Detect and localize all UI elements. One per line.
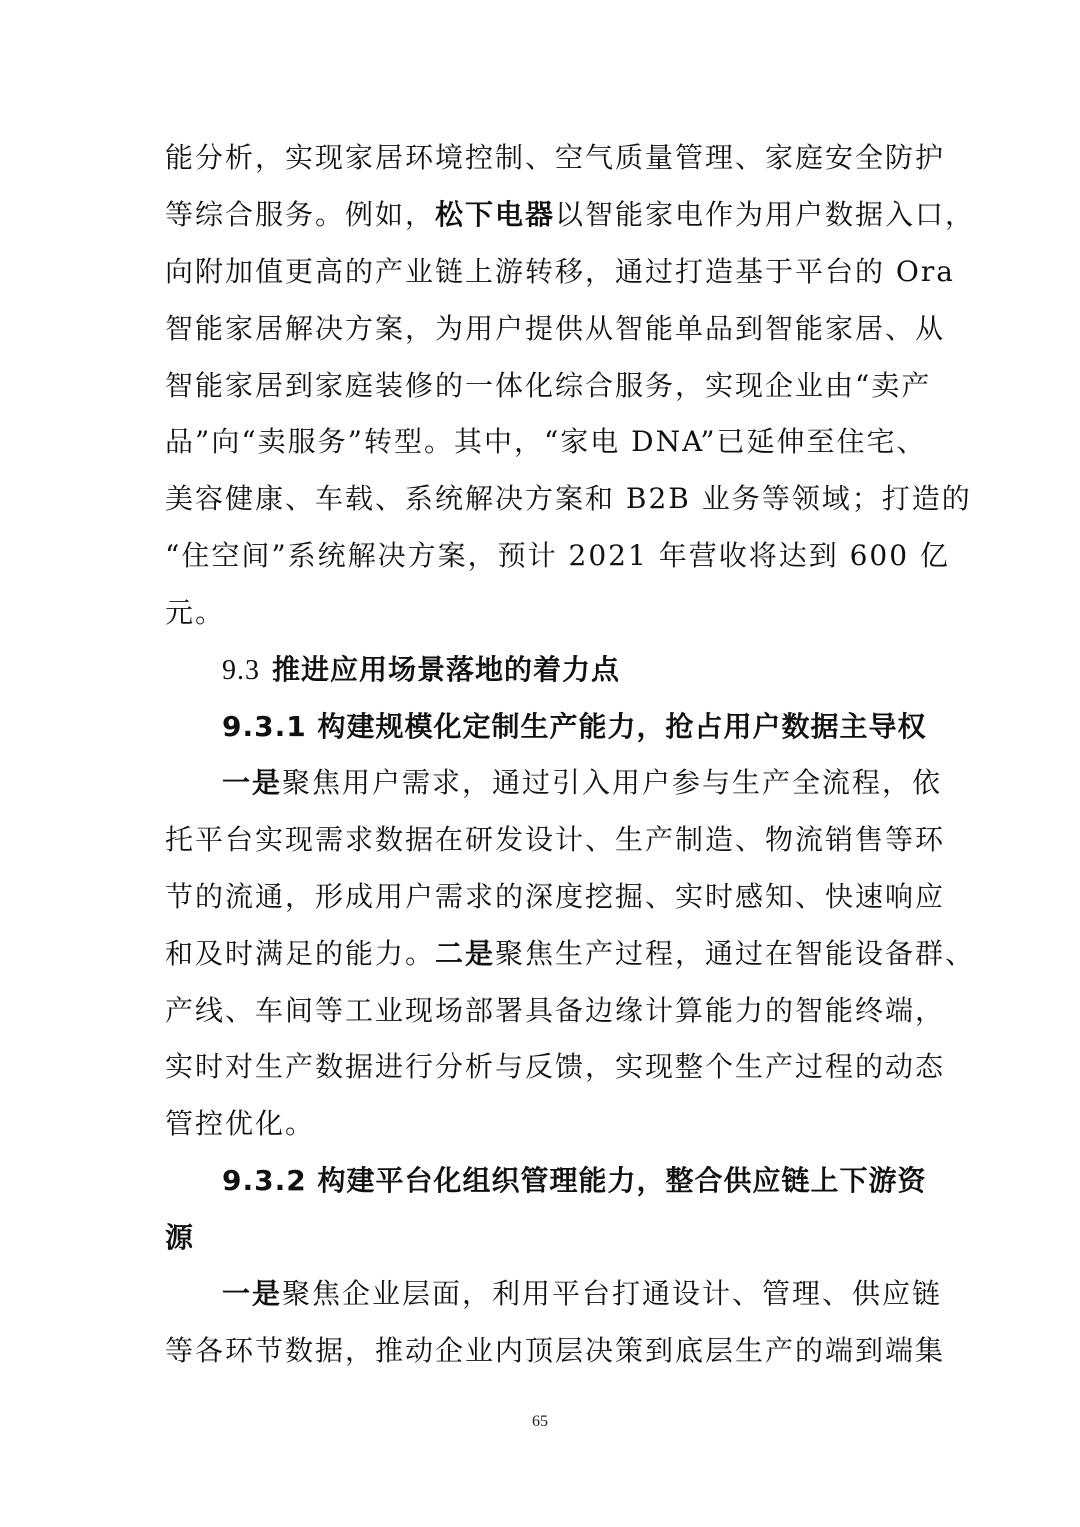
paragraph-line: 产线、车间等工业现场部署具备边缘计算能力的智能终端， [165,994,946,1027]
text-segment: 聚焦用户需求，通过引入用户参与生产全流程，依 [282,766,943,799]
enumeration-bold: 二是 [435,937,496,970]
paragraph-line: 管控优化。 [165,1107,316,1140]
paragraph-line: 托平台实现需求数据在研发设计、生产制造、物流销售等环 [165,823,946,856]
paragraph-line: 实时对生产数据进行分析与反馈，实现整个生产过程的动态 [165,1050,946,1083]
paragraph-line [222,755,943,811]
paragraph-line: “住空间”系统解决方案，预计 2021 年营收将达到 600 亿 [165,539,950,572]
text-segment: 聚焦企业层面，利用平台打通设计、管理、供应链 [282,1277,943,1310]
text-segment: 等综合服务。例如， [165,198,436,231]
company-name-bold: 松下电器 [435,198,556,231]
enumeration-bold: 一是 [222,1277,283,1310]
enumeration-bold: 一是 [222,766,283,799]
paragraph-line [165,926,976,982]
section-heading-9-3-2: 9.3.2 构建平台化组织管理能力，整合供应链上下游资 [222,1164,927,1197]
paragraph-line: 品”向“卖服务”转型。其中，“家电 DNA”已延伸至住宅、 [165,425,927,458]
section-heading-9-3-2-continued: 源 [165,1221,196,1254]
paragraph-line: 节的流通，形成用户需求的深度挖掘、实时感知、快速响应 [165,880,946,913]
section-heading-9-3-1: 9.3.1 构建规模化定制生产能力，抢占用户数据主导权 [222,710,927,743]
paragraph-line: 等各环节数据，推动企业内顶层决策到底层生产的端到端集 [165,1334,946,1367]
text-segment: 和及时满足的能力。 [165,937,436,970]
paragraph-line: 向附加值更高的产业链上游转移，通过打造基于平台的 Ora [165,255,955,288]
section-number: 9.3 [222,655,260,686]
paragraph-line: 能分析，实现家居环境控制、空气质量管理、家庭安全防护 [165,141,946,174]
paragraph-line [165,187,976,243]
paragraph-line: 美容健康、车载、系统解决方案和 B2B 业务等领域；打造的 [165,482,972,515]
paragraph-line: 智能家居到家庭装修的一体化综合服务，实现企业由“卖产 [165,369,932,402]
section-heading-9-3 [222,642,915,698]
text-segment: 以智能家电作为用户数据入口， [555,198,976,231]
paragraph-line: 元。 [165,596,226,629]
paragraph-line [222,1266,943,1322]
text-segment: 聚焦生产过程，通过在智能设备群、 [495,937,976,970]
section-title: 推进应用场景落地的着力点 [272,653,621,686]
paragraph-line: 智能家居解决方案，为用户提供从智能单品到智能家居、从 [165,312,946,345]
page-number: 65 [532,1413,548,1430]
